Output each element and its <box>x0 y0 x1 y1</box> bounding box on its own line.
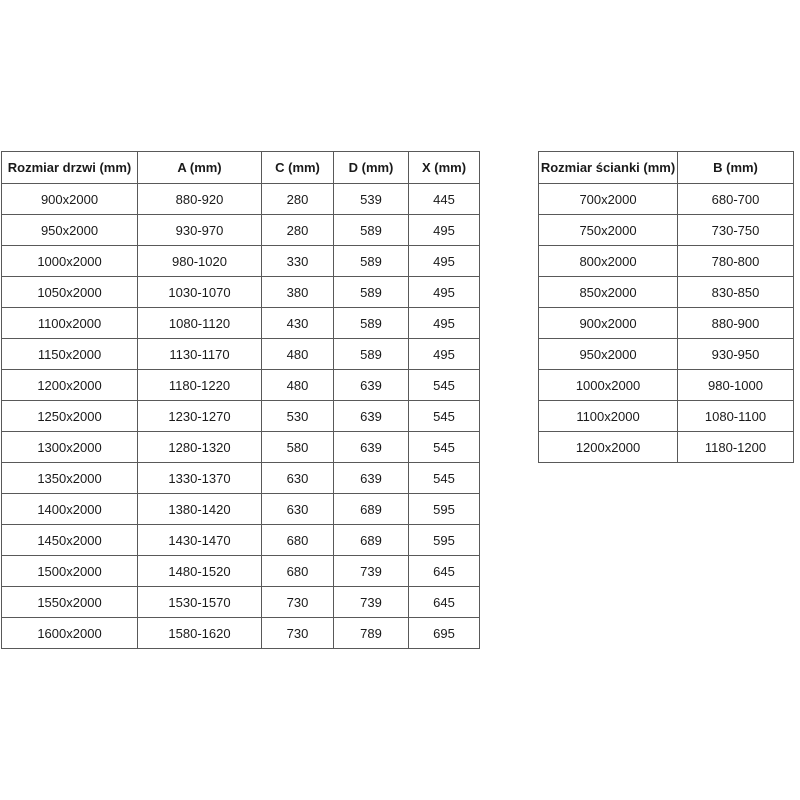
table-row <box>539 432 794 463</box>
column-header: Rozmiar drzwi (mm) <box>2 152 138 184</box>
table-row <box>539 277 794 308</box>
table-cell: 730-750 <box>678 215 794 246</box>
table-cell: 480 <box>262 370 334 401</box>
table-cell: 639 <box>334 463 409 494</box>
table-row <box>2 308 480 339</box>
table-row <box>2 277 480 308</box>
table-cell: 545 <box>409 432 480 463</box>
table-cell: 1200x2000 <box>2 370 138 401</box>
table-cell: 1500x2000 <box>2 556 138 587</box>
table-row <box>2 618 480 649</box>
table-cell: 545 <box>409 370 480 401</box>
table-cell: 639 <box>334 370 409 401</box>
table-row <box>2 184 480 215</box>
column-header: D (mm) <box>334 152 409 184</box>
table-cell: 1150x2000 <box>2 339 138 370</box>
table-cell: 280 <box>262 184 334 215</box>
table-cell: 1050x2000 <box>2 277 138 308</box>
table-row <box>539 339 794 370</box>
table-cell: 280 <box>262 215 334 246</box>
table-cell: 645 <box>409 556 480 587</box>
table-cell: 1480-1520 <box>138 556 262 587</box>
table-row <box>539 246 794 277</box>
table-cell: 589 <box>334 246 409 277</box>
table-cell: 900x2000 <box>2 184 138 215</box>
table-cell: 639 <box>334 401 409 432</box>
table-row <box>2 494 480 525</box>
table-cell: 1450x2000 <box>2 525 138 556</box>
column-header: C (mm) <box>262 152 334 184</box>
table-cell: 689 <box>334 494 409 525</box>
table-cell: 539 <box>334 184 409 215</box>
table-cell: 1100x2000 <box>539 401 678 432</box>
table-cell: 680 <box>262 556 334 587</box>
table-cell: 545 <box>409 463 480 494</box>
table-row <box>539 184 794 215</box>
table-cell: 445 <box>409 184 480 215</box>
table-cell: 750x2000 <box>539 215 678 246</box>
table-cell: 639 <box>334 432 409 463</box>
wall-panel-sizes-table <box>538 151 794 463</box>
table-row <box>539 401 794 432</box>
table-cell: 530 <box>262 401 334 432</box>
table-cell: 1280-1320 <box>138 432 262 463</box>
table-cell: 1530-1570 <box>138 587 262 618</box>
column-header: B (mm) <box>678 152 794 184</box>
table-cell: 495 <box>409 308 480 339</box>
table-cell: 1230-1270 <box>138 401 262 432</box>
table-cell: 1000x2000 <box>539 370 678 401</box>
table-cell: 1550x2000 <box>2 587 138 618</box>
table-cell: 1000x2000 <box>2 246 138 277</box>
table-cell: 380 <box>262 277 334 308</box>
table-cell: 545 <box>409 401 480 432</box>
table-cell: 630 <box>262 494 334 525</box>
table-cell: 1030-1070 <box>138 277 262 308</box>
header-row <box>539 152 794 184</box>
table-cell: 580 <box>262 432 334 463</box>
table-cell: 330 <box>262 246 334 277</box>
table-cell: 480 <box>262 339 334 370</box>
table-cell: 1380-1420 <box>138 494 262 525</box>
table-cell: 1350x2000 <box>2 463 138 494</box>
table-row <box>2 401 480 432</box>
table-cell: 980-1020 <box>138 246 262 277</box>
table-row <box>539 370 794 401</box>
table-cell: 700x2000 <box>539 184 678 215</box>
table-cell: 880-900 <box>678 308 794 339</box>
door-sizes-table <box>1 151 480 649</box>
table-cell: 1580-1620 <box>138 618 262 649</box>
column-header: A (mm) <box>138 152 262 184</box>
table-cell: 1130-1170 <box>138 339 262 370</box>
table-cell: 789 <box>334 618 409 649</box>
table-cell: 495 <box>409 339 480 370</box>
table-cell: 1330-1370 <box>138 463 262 494</box>
table-cell: 830-850 <box>678 277 794 308</box>
table-cell: 1430-1470 <box>138 525 262 556</box>
table-cell: 1100x2000 <box>2 308 138 339</box>
table-cell: 739 <box>334 587 409 618</box>
table-row <box>539 215 794 246</box>
table-cell: 780-800 <box>678 246 794 277</box>
table-cell: 850x2000 <box>539 277 678 308</box>
table-cell: 495 <box>409 246 480 277</box>
table-cell: 880-920 <box>138 184 262 215</box>
table-cell: 930-950 <box>678 339 794 370</box>
table-cell: 630 <box>262 463 334 494</box>
table-cell: 589 <box>334 277 409 308</box>
table-cell: 1200x2000 <box>539 432 678 463</box>
table-cell: 689 <box>334 525 409 556</box>
table-cell: 980-1000 <box>678 370 794 401</box>
table-cell: 1300x2000 <box>2 432 138 463</box>
table-cell: 1080-1120 <box>138 308 262 339</box>
table-row <box>2 246 480 277</box>
table-row <box>2 215 480 246</box>
table-cell: 680 <box>262 525 334 556</box>
table-cell: 589 <box>334 215 409 246</box>
column-header: X (mm) <box>409 152 480 184</box>
table-cell: 495 <box>409 277 480 308</box>
table-cell: 595 <box>409 525 480 556</box>
table-cell: 680-700 <box>678 184 794 215</box>
table-row <box>2 587 480 618</box>
table-cell: 950x2000 <box>539 339 678 370</box>
table-cell: 1080-1100 <box>678 401 794 432</box>
table-cell: 1400x2000 <box>2 494 138 525</box>
table-cell: 950x2000 <box>2 215 138 246</box>
table-row <box>2 339 480 370</box>
table-row <box>2 463 480 494</box>
table-cell: 1180-1220 <box>138 370 262 401</box>
table-cell: 430 <box>262 308 334 339</box>
table-cell: 730 <box>262 587 334 618</box>
table-cell: 800x2000 <box>539 246 678 277</box>
table-cell: 1250x2000 <box>2 401 138 432</box>
table-cell: 589 <box>334 308 409 339</box>
table-cell: 730 <box>262 618 334 649</box>
table-cell: 495 <box>409 215 480 246</box>
table-cell: 695 <box>409 618 480 649</box>
table-row <box>2 556 480 587</box>
table-cell: 900x2000 <box>539 308 678 339</box>
table-cell: 739 <box>334 556 409 587</box>
table-cell: 589 <box>334 339 409 370</box>
header-row <box>2 152 480 184</box>
table-row <box>2 370 480 401</box>
table-cell: 645 <box>409 587 480 618</box>
table-row <box>539 308 794 339</box>
table-row <box>2 432 480 463</box>
column-header: Rozmiar ścianki (mm) <box>539 152 678 184</box>
table-cell: 1180-1200 <box>678 432 794 463</box>
table-row <box>2 525 480 556</box>
table-cell: 1600x2000 <box>2 618 138 649</box>
table-cell: 595 <box>409 494 480 525</box>
table-cell: 930-970 <box>138 215 262 246</box>
